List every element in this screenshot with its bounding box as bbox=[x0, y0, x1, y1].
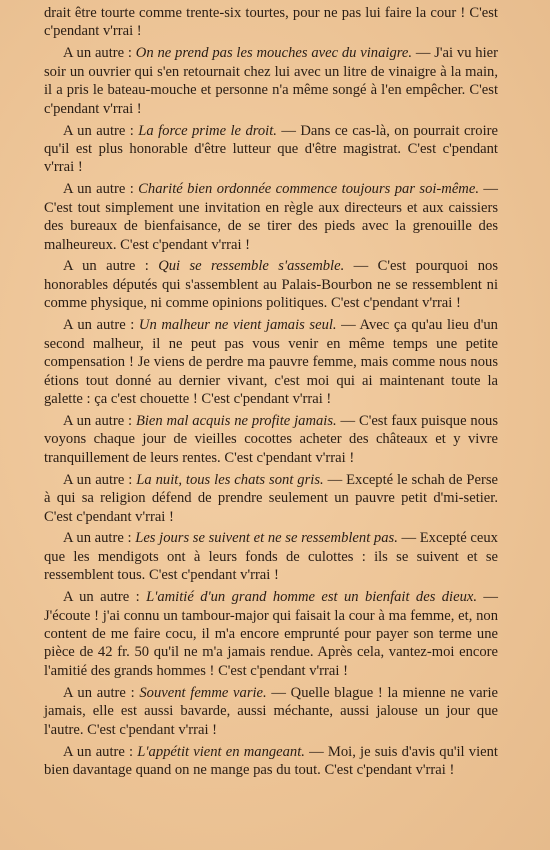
paragraph-text: — Excepté le schah de Perse à qui sa religion défend de prendre seulement un pauvre petit d'mi-setier. C'est c'pendant v'rrai ! bbox=[44, 471, 498, 525]
proverb: L'amitié d'un grand homme est un bienfait des dieux. bbox=[146, 589, 478, 606]
paragraph bbox=[44, 257, 498, 312]
paragraph bbox=[44, 4, 498, 41]
paragraph-text: — C'est tout simplement une invitation en règle aux directeurs et aux caissiers des bureaux de bienfaisance, de se tirer des pieds avec la grenouille des malheureux. C'est c'pendant v'rrai ! bbox=[44, 181, 498, 253]
paragraph bbox=[44, 471, 498, 526]
paragraph-lead: A un autre : bbox=[63, 45, 136, 62]
paragraph-lead: A un autre : bbox=[63, 589, 147, 606]
paragraph-text: — C'est pourquoi nos honorables députés qui s'assemblent au Palais-Bourbon ne se ressemblent ni comme physique, ni comme opinions politiques. C'est c'pendant v'rrai ! bbox=[44, 258, 498, 312]
proverb: Un malheur ne vient jamais seul. bbox=[138, 317, 337, 334]
paragraph-text: — Avec ça qu'au lieu d'un second malheur, il ne peut pas vous venir en même temps une petite compensation ! Je viens de perdre ma pauvre femme, mais comme nous nous étions tout donné au dernier vivant, c'est moi qui ai maintenant toute la galette : ça c'est chouette ! C'est c'pendant v'rrai ! bbox=[44, 317, 498, 408]
paragraph-lead: A un autre : bbox=[63, 317, 139, 334]
paragraph-text: — J'ai vu hier soir un ouvrier qui s'en retournait chez lui avec un litre de vinaigre à la main, il a pris le bateau-mouche et personne n'a même songé à l'en empêcher. C'est c'pendant v'rrai ! bbox=[44, 45, 498, 117]
paragraph bbox=[44, 529, 498, 584]
proverb: L'appétit vient en mangeant. bbox=[137, 743, 305, 760]
paragraph-lead: A un autre : bbox=[63, 530, 136, 547]
paragraph bbox=[44, 44, 498, 118]
paragraph-lead: A un autre : bbox=[63, 122, 139, 139]
proverb: Qui se ressemble s'assemble. bbox=[158, 258, 345, 275]
paragraph-text: — Excepté ceux que les mendigots ont à leurs fonds de culottes : ils se suivent et se ressemblent tous. C'est c'pendant v'rrai ! bbox=[44, 530, 498, 584]
paragraph bbox=[44, 588, 498, 680]
paragraph-lead: A un autre : bbox=[63, 743, 138, 760]
paragraph-lead: A un autre : bbox=[63, 181, 139, 198]
paragraph-text: — C'est faux puisque nous voyons chaque jour de vieilles cocottes acheter des châteaux et y vivre tranquillement de leurs rentes. C'est c'pendant v'rrai ! bbox=[44, 412, 498, 466]
proverb: La force prime le droit. bbox=[138, 122, 277, 139]
paragraph-text: — J'écoute ! j'ai connu un tambour-major qui faisait la cour à ma femme, et, non content de me faire cocu, il m'a encore emprunté pour payer son terme une pièce de 42 fr. 50 qu'il ne m'a jamais rendue. Après cela, vantez-moi encore l'amitié des grands hommes ! C'est c'pendant v'rrai ! bbox=[44, 589, 498, 679]
proverb: Les jours se suivent et ne se ressemblent pas. bbox=[135, 530, 398, 547]
paragraph bbox=[44, 412, 498, 467]
paragraph-lead: A un autre : bbox=[63, 684, 140, 701]
paragraph-text: — Moi, je suis d'avis qu'il vient bien davantage quand on ne mange pas du tout. C'est c'pendant v'rrai ! bbox=[44, 743, 498, 778]
proverb: On ne prend pas les mouches avec du vinaigre. bbox=[135, 45, 413, 62]
paragraph-text: — Quelle blague ! la mienne ne varie jamais, elle est aussi bavarde, aussi méchante, aussi jalouse un jour que l'autre. C'est c'pendant v'rrai ! bbox=[44, 684, 498, 738]
proverb: Bien mal acquis ne profite jamais. bbox=[135, 412, 337, 429]
paragraph bbox=[44, 180, 498, 254]
paragraph-lead: A un autre : bbox=[63, 471, 137, 488]
proverb: Souvent femme varie. bbox=[139, 684, 267, 701]
proverb: Charité bien ordonnée commence toujours par soi-même. bbox=[138, 181, 479, 198]
paragraph bbox=[44, 684, 498, 739]
paragraph-text: — Dans ce cas-là, on pourrait croire qu'il est plus honorable d'être lutteur que d'être magistrat. C'est c'pendant v'rrai ! bbox=[44, 122, 498, 176]
paragraph bbox=[44, 743, 498, 780]
paragraph bbox=[44, 122, 498, 177]
paragraph-text: drait être tourte comme trente-six tourtes, pour ne pas lui faire la cour ! C'est c'pendant v'rrai ! bbox=[44, 5, 498, 40]
paragraph-lead: A un autre : bbox=[63, 258, 159, 275]
paragraph-lead: A un autre : bbox=[63, 412, 136, 429]
paragraph bbox=[44, 316, 498, 408]
proverb: La nuit, tous les chats sont gris. bbox=[136, 471, 324, 488]
